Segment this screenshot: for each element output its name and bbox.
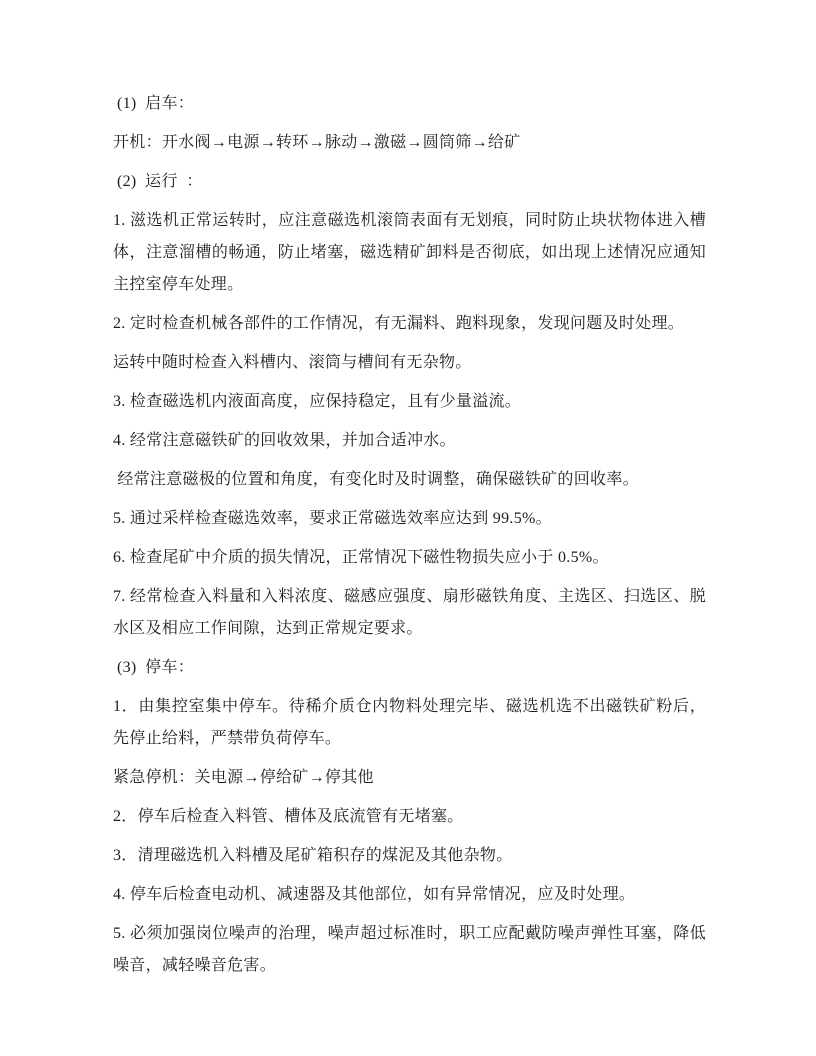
run-item-4: 4. 经常注意磁铁矿的回收效果，并加合适冲水。 [113, 432, 456, 449]
run-note-inspection: 运转中随时检查入料槽内、滚筒与槽间有无杂物。 [113, 354, 472, 371]
stop-item-5: 5. 必须加强岗位噪声的治理，噪声超过标准时，职工应配戴防噪声弹性耳塞，降低噪音，减轻噪音危害。 [113, 925, 706, 974]
stop-item-4: 4. 停车后检查电动机、减速器及其他部位，如有异常情况，应及时处理。 [113, 886, 636, 903]
stop-item-2: 2．停车后检查入料管、槽体及底流管有无堵塞。 [113, 808, 464, 825]
stop-item-3: 3．清理磁选机入料槽及尾矿箱积存的煤泥及其他杂物。 [113, 847, 513, 864]
section-3-heading-stop: (3) 停车： [117, 659, 195, 676]
startup-sequence: 开机：开水阀→电源→转环→脉动→激磁→圆筒筛→给矿 [113, 134, 521, 151]
section-2-heading-operation: (2) 运行 ： [117, 173, 203, 190]
run-item-2: 2. 定时检查机械各部件的工作情况，有无漏料、跑料现象，发现问题及时处理。 [113, 315, 685, 332]
run-note-magnetic-pole: 经常注意磁极的位置和角度，有变化时及时调整，确保磁铁矿的回收率。 [113, 471, 639, 488]
run-item-5: 5. 通过采样检查磁选效率，要求正常磁选效率应达到 99.5%。 [113, 510, 552, 527]
stop-item-1: 1．由集控室集中停车。待稀介质仓内物料处理完毕、磁选机选不出磁铁矿粉后，先停止给料，严禁带负荷停车。 [113, 698, 706, 747]
run-item-6: 6. 检查尾矿中介质的损失情况，正常情况下磁性物损失应小于 0.5%。 [113, 549, 609, 566]
run-item-3: 3. 检查磁选机内液面高度，应保持稳定，且有少量溢流。 [113, 393, 522, 410]
run-item-1: 1. 滋选机正常运转时，应注意磁选机滚筒表面有无划痕，同时防止块状物体进入槽体，注意溜槽的畅通，防止堵塞，磁选精矿卸料是否彻底，如出现上述情况应通知主控室停车处理。 [113, 212, 706, 293]
section-1-heading-startup: (1) 启车： [117, 95, 195, 112]
emergency-stop-sequence: 紧急停机：关电源→停给矿→停其他 [113, 769, 374, 786]
run-item-7: 7. 经常检查入料量和入料浓度、磁感应强度、扇形磁铁角度、主选区、扫选区、脱水区及相应工作间隙，达到正常规定要求。 [113, 588, 706, 637]
